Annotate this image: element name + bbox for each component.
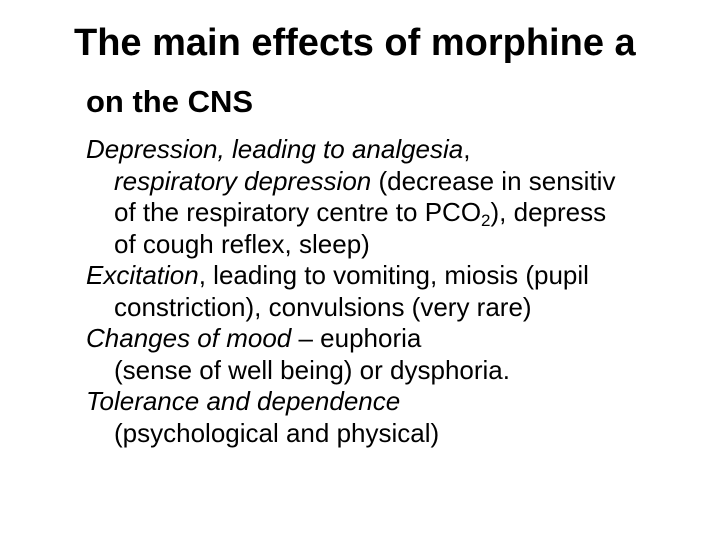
bullet-depression-line-2-text: (decrease in sensitiv [371, 165, 616, 196]
bullet-depression-line-3 [86, 197, 720, 229]
bullet-depression-heading: Depression, leading to analgesia [86, 134, 464, 164]
slide-title: The main effects of morphine a [74, 22, 636, 64]
bullet-depression [86, 134, 720, 166]
bullet-mood [86, 323, 720, 355]
respiratory-depression-term: respiratory depression [114, 165, 372, 196]
bullet-excitation [86, 260, 720, 292]
bullet-excitation-text: , leading to vomiting, miosis (pupil [198, 260, 589, 290]
bullet-excitation-heading: Excitation [86, 260, 199, 290]
bullet-depression-line-2 [86, 166, 720, 198]
slide-subtitle: on the CNS [86, 84, 254, 119]
pco2-subscript: 2 [481, 211, 491, 230]
bullet-mood-line-2-text: (sense of well being) or dysphoria. [114, 354, 510, 385]
bullet-tolerance [86, 386, 720, 418]
bullet-depression-line-3-text: of the respiratory centre to PCO [114, 197, 482, 227]
bullet-mood-heading: Changes of mood [86, 323, 292, 353]
bullet-tolerance-heading: Tolerance and dependence [86, 386, 401, 416]
bullet-mood-line-2 [86, 355, 720, 387]
bullet-tolerance-line-2-text: (psychological and physical) [114, 417, 440, 448]
bullet-depression-line-4 [86, 229, 720, 261]
slide-body [86, 134, 720, 449]
bullet-mood-text: – euphoria [291, 323, 422, 353]
bullet-excitation-line-2 [86, 292, 720, 324]
bullet-depression-line-3-tail: ), depress [490, 197, 607, 227]
bullet-tolerance-line-2 [86, 418, 720, 450]
bullet-excitation-line-2-text: constriction), convulsions (very rare) [114, 291, 532, 322]
bullet-depression-text: , [463, 134, 471, 164]
bullet-depression-line-4-text: of cough reflex, sleep) [114, 228, 370, 259]
